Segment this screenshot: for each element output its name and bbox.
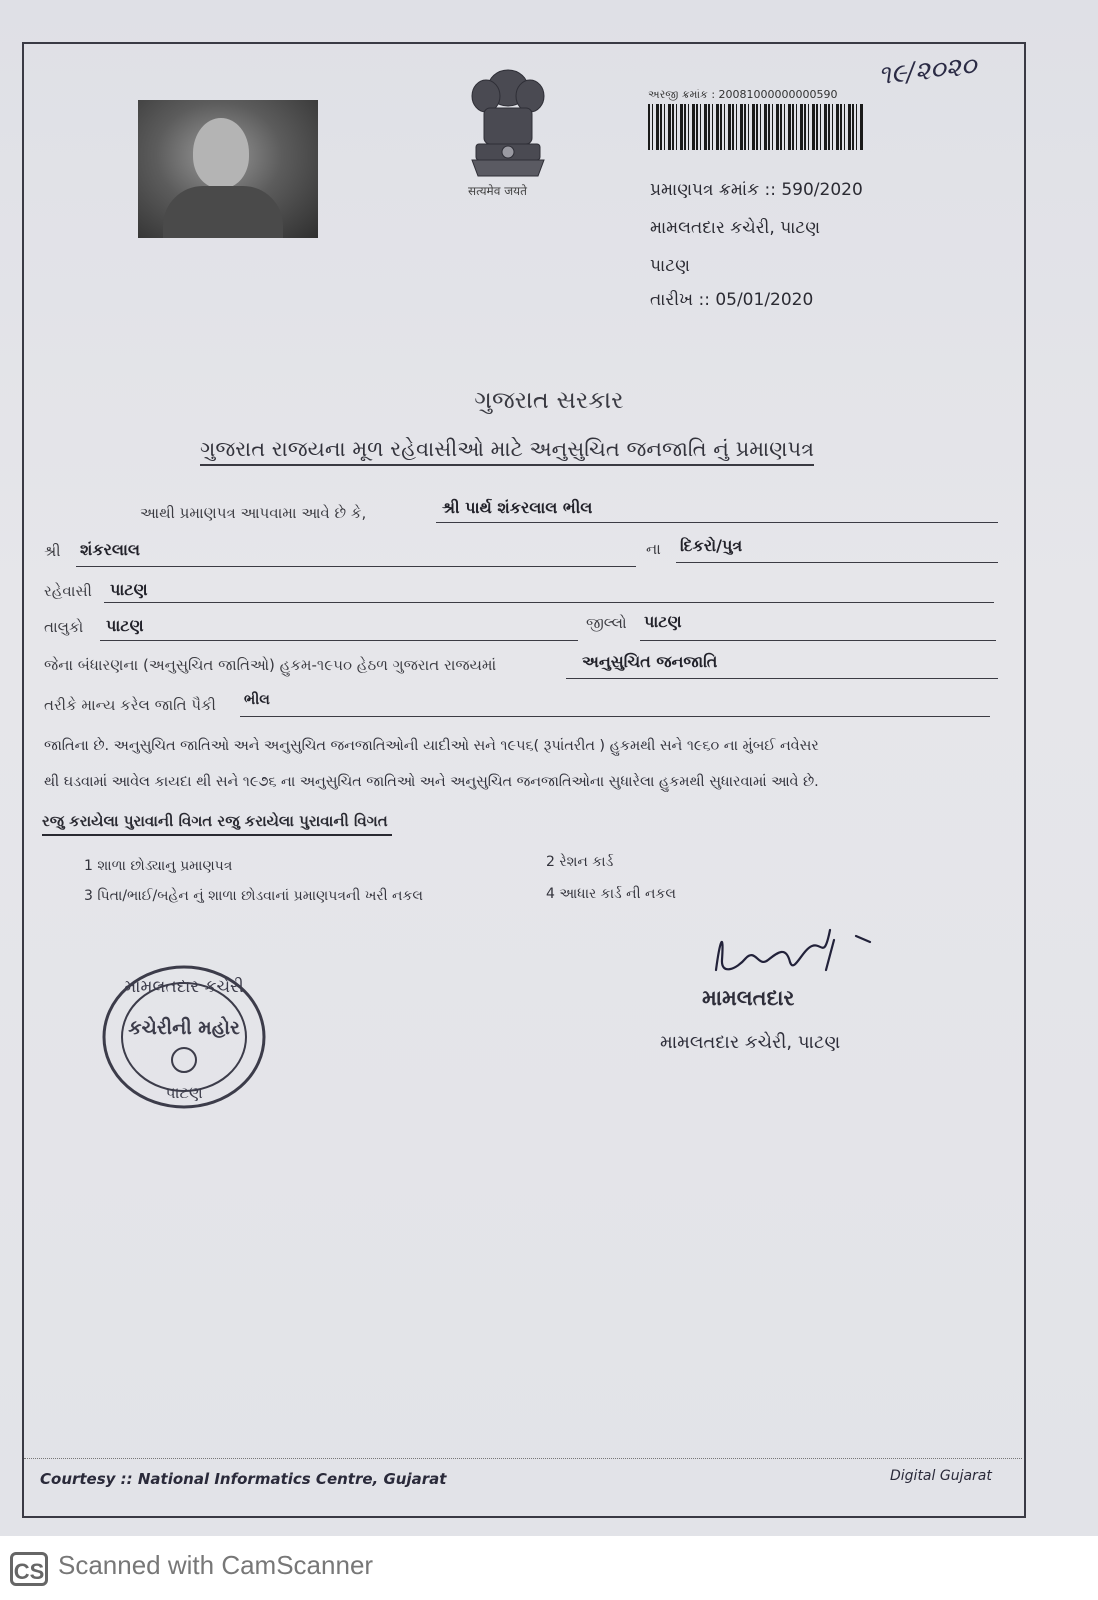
- taluka-value: પાટણ: [106, 616, 144, 635]
- legal-paragraph-line-1: જાતિના છે. અનુસુચિત જાતિઓ અને અનુસુચિત જનજાતિઓની યાદીઓ સને ૧૯૫૬( રૂપાંતરીત ) હુકમથી સને ૧૯૬૦ ના મુંબઈ નવેસર: [44, 738, 819, 754]
- camscanner-text: Scanned with CamScanner: [58, 1550, 374, 1580]
- relation-prefix: ના: [646, 540, 661, 558]
- barcode: [648, 104, 864, 150]
- officer-office: મામલતદાર કચેરી, પાટણ: [660, 1032, 841, 1053]
- applicant-photo: [138, 100, 318, 238]
- relation-value: દિકરો/પુત્ર: [680, 536, 743, 555]
- underline: [676, 562, 998, 563]
- caste-value: ભીલ: [244, 692, 270, 708]
- seal-middle-text: કચેરીની મહોર: [128, 1017, 240, 1039]
- underline: [436, 522, 998, 523]
- emblem-motto: सत्यमेव जयते: [468, 184, 527, 198]
- resident-value: પાટણ: [110, 580, 148, 599]
- officer-designation: મામલતદાર: [702, 986, 795, 1010]
- underline: [76, 566, 636, 567]
- issuing-place: પાટણ: [650, 256, 690, 276]
- document-item-3: 3 પિતા/ભાઈ/બહેન નું શાળા છોડવાનાં પ્રમાણપત્રની ખરી નકલ: [84, 888, 423, 904]
- photo-body: [163, 186, 283, 238]
- photo-face: [193, 118, 249, 188]
- handwritten-reference: ૧૯/૨૦૨૦: [876, 50, 978, 92]
- document-subtitle: ગુજરાત રાજયના મૂળ રહેવાસીઓ માટે અનુસુચિત જનજાતિ નું પ્રમાણપત્ર: [200, 437, 814, 466]
- order-label: જેના બંધારણના (અનુસુચિત જાતિઓ) હુકમ-૧૯૫૦ હેઠળ ગુજરાત રાજયમાં: [44, 656, 497, 674]
- certificate-number: પ્રમાણપત્ર ક્રમાંક :: 590/2020: [650, 180, 863, 200]
- underline: [566, 678, 998, 679]
- applicant-name: શ્રી પાર્થ શંકરલાલ ભીલ: [442, 498, 593, 517]
- category-value: અનુસુચિત જનજાતિ: [582, 652, 718, 671]
- footer-divider: [24, 1458, 1022, 1459]
- district-label: જીલ્લો: [586, 614, 627, 632]
- digital-gujarat-text: Digital Gujarat: [890, 1468, 992, 1484]
- document-title: ગુજરાત સરકાર: [474, 386, 624, 414]
- application-number: અરજી ક્રમાંક : 20081000000000590: [648, 88, 838, 101]
- camscanner-logo-icon: CS: [10, 1552, 48, 1586]
- document-item-2: 2 રેશન કાર્ડ: [546, 854, 614, 870]
- issue-date: તારીખ :: 05/01/2020: [650, 290, 814, 310]
- underline: [640, 640, 996, 641]
- resident-label: રહેવાસી: [44, 582, 92, 600]
- caste-label: તરીકે માન્ય કરેલ જાતિ પૈકી: [44, 696, 216, 714]
- office-seal-stamp: [100, 962, 268, 1112]
- document-item-4: 4 આધાર કાર્ડ ની નકલ: [546, 886, 676, 902]
- issuing-office: મામલતદાર કચેરી, પાટણ: [650, 218, 821, 238]
- underline: [240, 716, 990, 717]
- father-prefix: શ્રી: [44, 542, 61, 560]
- legal-paragraph-line-2: થી ઘડવામાં આવેલ કાયદા થી સને ૧૯૭૬ ના અનુસુચિત જાતિઓ અને અનુસુચિત જનજાતિઓના સુધારેલા હુકમથી સુધારવામાં આવે છે.: [44, 774, 819, 790]
- intro-label: આથી પ્રમાણપત્ર આપવામા આવે છે કે,: [140, 504, 367, 522]
- father-name: શંકરલાલ: [80, 540, 141, 559]
- document-item-1: 1 શાળા છોડ્યાનુ પ્રમાણપત્ર: [84, 858, 233, 874]
- courtesy-text: Courtesy :: National Informatics Centre, Gujarat: [40, 1470, 447, 1488]
- underline: [100, 640, 578, 641]
- seal-bottom-text: પાટણ: [165, 1083, 203, 1102]
- officer-signature: [706, 920, 886, 990]
- district-value: પાટણ: [644, 612, 682, 631]
- underline: [104, 602, 994, 603]
- taluka-label: તાલુકો: [44, 618, 84, 636]
- national-emblem-icon: [458, 64, 558, 182]
- seal-top-text: મામલતદાર કચેરી: [124, 977, 244, 997]
- documents-heading: રજુ કરાયેલા પુરાવાની વિગત રજુ કરાયેલા પુરાવાની વિગત: [42, 812, 392, 836]
